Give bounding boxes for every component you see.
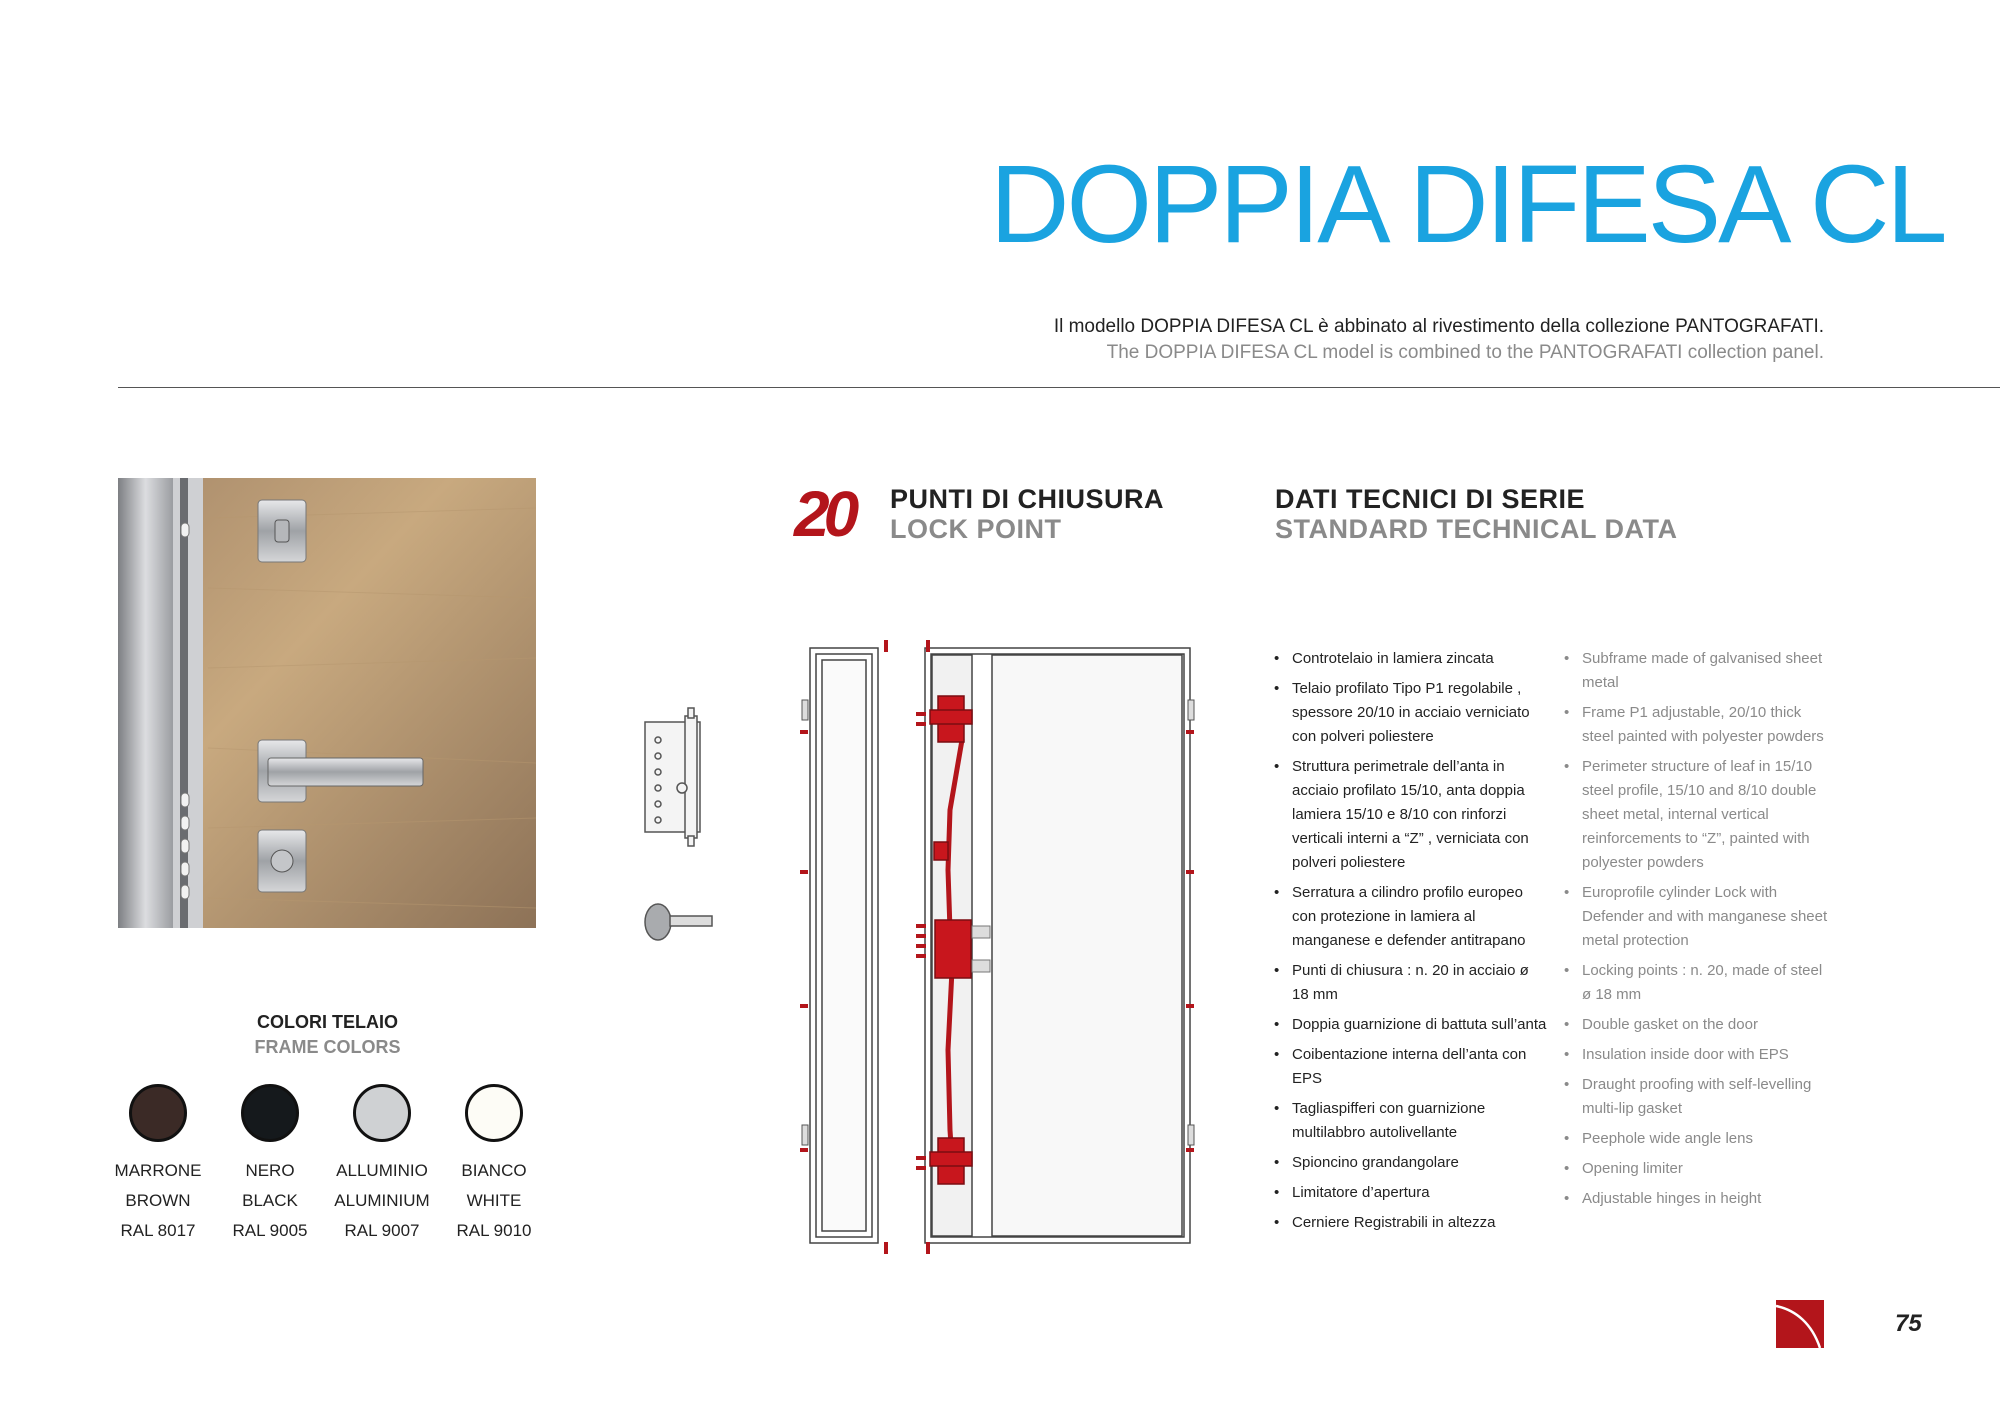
list-item: • Struttura perimetrale dell’anta in acciaio profilato 15/10, anta doppia lamiera 15/10 e 8/10 con rinforzi verticali interni a “Z” , verniciata con polveri poliestere — [1274, 755, 1549, 875]
list-item: • Serratura a cilindro profilo europeo con protezione in lamiera al manganese e defender antitrapano — [1274, 881, 1549, 953]
list-item: • Europrofile cylinder Lock with Defender and with manganese sheet metal protection — [1564, 881, 1834, 953]
list-item: • Cerniere Registrabili in altezza — [1274, 1211, 1549, 1235]
color-swatch-white — [465, 1084, 523, 1142]
color-name-en: BLACK — [242, 1191, 298, 1210]
color-name-it: BIANCO — [461, 1161, 527, 1180]
list-item: • Draught proofing with self-levelling multi-lip gasket — [1564, 1073, 1834, 1121]
frame-color-swatches — [98, 1084, 558, 1244]
color-swatch-aluminium — [353, 1084, 411, 1142]
color-name-it: ALLUMINIO — [336, 1161, 428, 1180]
color-ral: RAL 9010 — [456, 1221, 532, 1240]
frame-colors-title-it: COLORI TELAIO — [257, 1012, 398, 1032]
lock-body-icon — [645, 708, 700, 846]
color-swatch-brown — [129, 1084, 187, 1142]
list-item: • Frame P1 adjustable, 20/10 thick steel painted with polyester powders — [1564, 701, 1834, 749]
lock-diagram — [630, 630, 1210, 1260]
lock-points-title-it: PUNTI DI CHIUSURA — [890, 484, 1165, 514]
list-item: • Locking points : n. 20, made of steel ø 18 mm — [1564, 959, 1834, 1007]
door-handle-photo — [118, 478, 536, 928]
list-item: • Limitatore d’apertura — [1274, 1181, 1549, 1205]
color-swatch-item — [98, 1084, 218, 1244]
list-item: • Coibentazione interna dell’anta con EPS — [1274, 1043, 1549, 1091]
page-number: 75 — [1895, 1310, 1922, 1337]
key-icon — [645, 904, 712, 940]
divider-line — [118, 387, 2000, 388]
lock-points-title-en: LOCK POINT — [890, 514, 1062, 544]
list-item: • Subframe made of galvanised sheet metal — [1564, 647, 1834, 695]
color-ral: RAL 9005 — [232, 1221, 308, 1240]
list-item: • Opening limiter — [1564, 1157, 1834, 1181]
technical-data-title-en: STANDARD TECHNICAL DATA — [1275, 514, 1678, 544]
intro-text-en: The DOPPIA DIFESA CL model is combined to the PANTOGRAFATI collection panel. — [1106, 342, 1824, 363]
color-name-en: ALUMINIUM — [334, 1191, 430, 1210]
list-item: • Controtelaio in lamiera zincata — [1274, 647, 1549, 671]
color-name-en: BROWN — [125, 1191, 191, 1210]
color-swatch-item — [434, 1084, 554, 1244]
technical-data-list-en — [1564, 647, 1834, 1217]
technical-data-list-it — [1274, 647, 1549, 1241]
door-frame-left — [810, 648, 878, 1243]
page-title: DOPPIA DIFESA CL — [990, 143, 1945, 266]
color-ral: RAL 8017 — [120, 1221, 196, 1240]
color-name-it: NERO — [245, 1161, 295, 1180]
list-item: • Insulation inside door with EPS — [1564, 1043, 1834, 1067]
frame-colors-title-en: FRAME COLORS — [254, 1037, 401, 1057]
color-name-en: WHITE — [466, 1191, 522, 1210]
color-swatch-item — [210, 1084, 330, 1244]
list-item: • Peephole wide angle lens — [1564, 1127, 1834, 1151]
list-item: • Adjustable hinges in height — [1564, 1187, 1834, 1211]
list-item: • Doppia guarnizione di battuta sull’anta — [1274, 1013, 1549, 1037]
list-item: • Punti di chiusura : n. 20 in acciaio ø 18 mm — [1274, 959, 1549, 1007]
intro-text-it: Il modello DOPPIA DIFESA CL è abbinato al rivestimento della collezione PANTOGRAFATI. — [1053, 316, 1824, 337]
list-item: • Telaio profilato Tipo P1 regolabile , spessore 20/10 in acciaio verniciato con polveri poliestere — [1274, 677, 1549, 749]
list-item: • Spioncino grandangolare — [1274, 1151, 1549, 1175]
color-swatch-black — [241, 1084, 299, 1142]
technical-data-title-it: DATI TECNICI DI SERIE — [1275, 484, 1586, 514]
list-item: • Double gasket on the door — [1564, 1013, 1834, 1037]
list-item: • Tagliaspifferi con guarnizione multilabbro autolivellante — [1274, 1097, 1549, 1145]
color-name-it: MARRONE — [114, 1161, 202, 1180]
lock-points-number: 20 — [794, 478, 854, 550]
color-swatch-item — [322, 1084, 442, 1244]
brand-logo-icon — [1776, 1300, 1824, 1348]
color-ral: RAL 9007 — [344, 1221, 420, 1240]
list-item: • Perimeter structure of leaf in 15/10 steel profile, 15/10 and 8/10 double sheet metal, internal vertical reinforcements to “Z”, painted with polyester powders — [1564, 755, 1834, 875]
